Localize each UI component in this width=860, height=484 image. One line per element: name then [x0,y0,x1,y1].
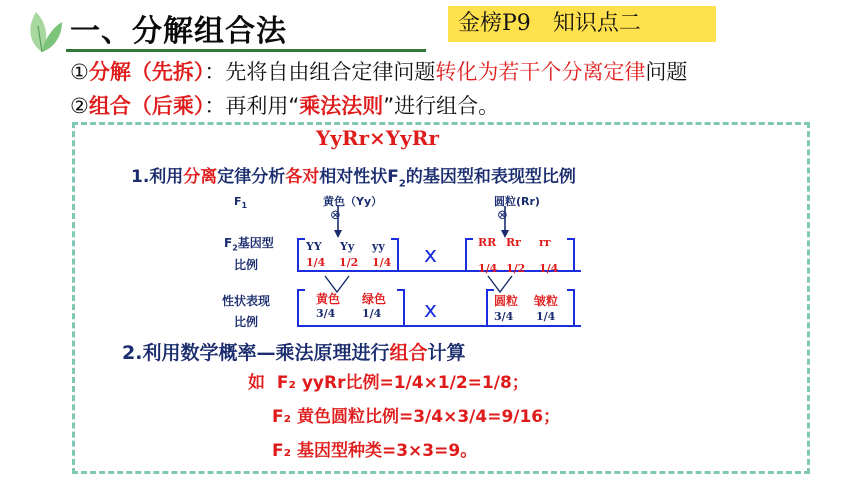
step1-b: 分离 [183,167,218,187]
badge-book: 金榜P9 [458,11,531,36]
left-phenotype-1: 黄色 [316,292,341,306]
step1-d: 各对 [285,167,320,187]
left-phenotype-bracket-r [397,289,405,327]
page-title: 一、分解组合法 [70,14,287,49]
right-genotype-3: rr [539,236,551,249]
left-arrow-head [334,230,342,238]
step-decompose [70,56,687,86]
decompose-text: ：先将自由组合定律问题 [204,60,436,84]
ratio-label: 比例 [234,258,259,272]
cross-title: YyRr×YyRr [316,126,439,150]
decompose-end: 问题 [645,60,688,84]
calc1-text: F₂ yyRr比例=1/4×1/2=1/8； [276,373,529,393]
genotype-times: x [424,243,438,268]
f1-sub: 1 [241,201,248,211]
badge-topic: 知识点二 [552,11,641,36]
left-genotype-3: yy [372,240,385,253]
ratio-label-2: 比例 [234,315,259,329]
right-genotype-bracket-l [465,238,473,272]
right-genotype-2: Rr [506,236,521,249]
f1-text: F [234,195,242,208]
genotype-text: 基因型 [237,236,274,250]
step2-heading [122,338,465,365]
f2-sub: 2 [232,243,238,253]
right-phenotype-ratio-1: 3/4 [494,310,514,323]
left-genotype-ratio-1: 1/4 [306,256,326,269]
f2-genotype-label [224,234,274,252]
calc-line-2: F₂ 黄色圆粒比例=3/4×3/4=9/16； [272,407,561,427]
step2-b: 组合 [389,342,428,364]
f1-label [234,195,247,210]
decompose-highlight: 转化为若干个分离定律 [435,60,646,84]
right-phenotype-bracket-l [486,289,494,327]
calc-line-1 [248,368,529,393]
calc-line-3: F₂ 基因型种类=3×3=9。 [272,441,478,461]
left-otimes: ⊗ [330,208,341,223]
left-genotype-2: Yy [340,240,355,253]
right-phenotype-2: 皱粒 [534,294,559,308]
left-trait: 黄色（Yy） [323,195,383,208]
left-genotype-ratio-3: 1/4 [372,256,392,269]
f2-text: F [224,236,233,250]
right-genotype-bracket-r [567,238,575,272]
right-genotype-ratio-1: 1/4 [478,262,498,275]
decompose-label: 分解（先拆） [88,60,205,84]
right-phenotype-ratio-2: 1/4 [536,310,556,323]
left-genotype-bracket-l [297,238,305,272]
step1-sub: 2 [398,178,406,190]
step1-e: 相对性状F [319,167,399,187]
step2-c: 计算 [427,342,466,364]
left-genotype-ratio-2: 1/2 [339,256,359,269]
leaf-icon [22,8,64,54]
num-1: ① [70,60,89,84]
left-genotype-bracket-r [391,238,399,272]
right-genotype-ratio-3: 1/4 [539,262,559,275]
title-underline [66,49,426,52]
left-phenotype-bracket-l [297,289,305,327]
combine-highlight: 乘法法则 [299,94,384,118]
step-combine [70,90,499,120]
left-genotype-1: YY [306,240,322,253]
left-phenotype-ratio-2: 1/4 [362,307,382,320]
right-genotype-1: RR [478,236,497,249]
step1-c: 定律分析 [217,167,286,187]
step1-heading [131,162,576,189]
calc1-prefix: 如 [248,373,265,393]
step1-f: 的基因型和表现型比例 [405,167,576,187]
right-genotype-ratio-2: 1/2 [506,262,526,275]
num-2: ② [70,94,89,118]
right-trait: 圆粒(Rr) [494,195,540,208]
combine-text: ：再利用“ [204,94,300,118]
step2-a: 2.利用数学概率—乘法原理进行 [122,342,390,364]
phenotype-times: x [424,298,438,323]
phenotype-label: 性状表现 [222,294,271,308]
right-phenotype-bracket-r [567,289,575,327]
step1-a: 1.利用 [131,167,184,187]
reference-badge [448,6,716,42]
right-phenotype-1: 圆粒 [494,294,519,308]
phenotype-underline [297,325,581,327]
left-phenotype-2: 绿色 [362,292,387,306]
combine-label: 组合（后乘） [88,94,205,118]
right-otimes: ⊗ [497,208,508,223]
left-phenotype-ratio-1: 3/4 [316,307,336,320]
combine-end: ”进行组合。 [383,94,500,118]
